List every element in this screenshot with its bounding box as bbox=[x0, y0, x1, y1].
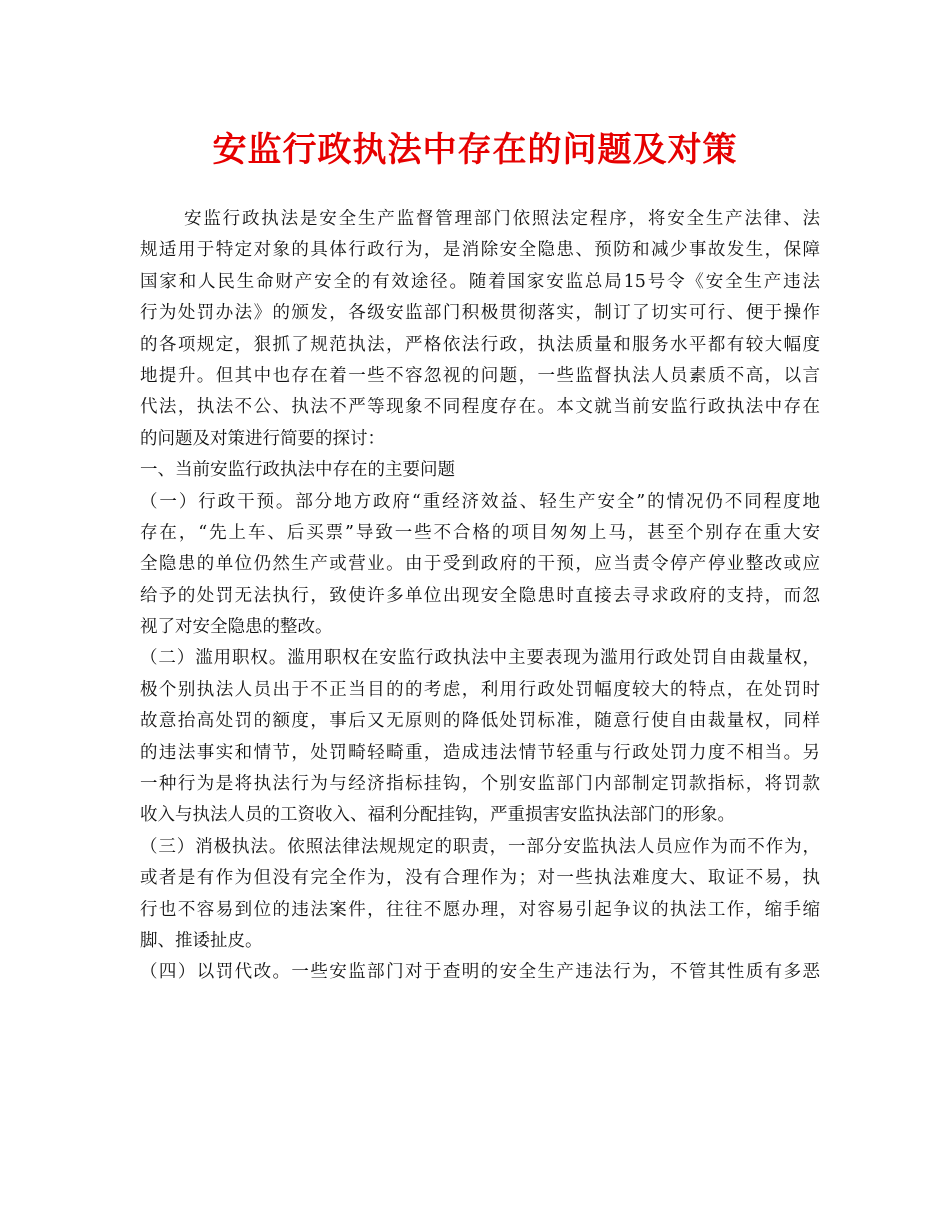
paragraph-line: （一）行政干预。部分地方政府“重经济效益、轻生产安全”的情况仍不同程度地 bbox=[140, 491, 820, 512]
document-body bbox=[140, 204, 820, 989]
paragraph-line: 安监行政执法是安全生产监督管理部门依照法定程序，将安全生产法律、法 bbox=[184, 209, 820, 229]
document-title: 安监行政执法中存在的问题及对策 bbox=[212, 130, 738, 170]
paragraph-line: 给予的处罚无法执行，致使许多单位出现安全隐患时直接去寻求政府的支持，而忽 bbox=[140, 585, 820, 606]
paragraph-line: 一种行为是将执法行为与经济指标挂钩，个别安监部门内部制定罚款指标，将罚款 bbox=[140, 774, 820, 795]
paragraph-line: 行为处罚办法》的颁发，各级安监部门积极贯彻落实，制订了切实可行、便于操作 bbox=[140, 303, 820, 324]
paragraph-line: 地提升。但其中也存在着一些不容忽视的问题，一些监督执法人员素质不高，以言 bbox=[140, 365, 820, 386]
paragraph-line: 收入与执法人员的工资收入、福利分配挂钩，严重损害安监执法部门的形象。 bbox=[140, 805, 735, 826]
paragraph-line: 规适用于特定对象的具体行政行为，是消除安全隐患、预防和减少事故发生，保障 bbox=[140, 240, 820, 261]
paragraph-line: 的问题及对策进行简要的探讨： bbox=[140, 428, 385, 449]
paragraph-line: 故意抬高处罚的额度，事后又无原则的降低处罚标准，随意行使自由裁量权，同样 bbox=[140, 711, 820, 732]
paragraph-line: 全隐患的单位仍然生产或营业。由于受到政府的干预，应当责令停产停业整改或应 bbox=[140, 554, 820, 575]
paragraph-line: 行也不容易到位的违法案件，往往不愿办理，对容易引起争议的执法工作，缩手缩 bbox=[140, 899, 820, 920]
section-heading: 一、当前安监行政执法中存在的主要问题 bbox=[140, 460, 455, 481]
paragraph-line: 视了对安全隐患的整改。 bbox=[140, 617, 333, 638]
paragraph-line: 存在，“先上车、后买票”导致一些不合格的项目匆匆上马，甚至个别存在重大安 bbox=[140, 522, 820, 543]
paragraph-line: （四）以罚代改。一些安监部门对于查明的安全生产违法行为，不管其性质有多恶 bbox=[140, 962, 820, 983]
paragraph-line: 极个别执法人员出于不正当目的的考虑，利用行政处罚幅度较大的特点，在处罚时 bbox=[140, 679, 820, 700]
paragraph-line: 的违法事实和情节，处罚畸轻畸重，造成违法情节轻重与行政处罚力度不相当。另 bbox=[140, 742, 820, 763]
paragraph-line: （二）滥用职权。滥用职权在安监行政执法中主要表现为滥用行政处罚自由裁量权， bbox=[140, 648, 820, 669]
paragraph-line: 国家和人民生命财产安全的有效途径。随着国家安监总局15号令《安全生产违法 bbox=[140, 271, 820, 292]
paragraph-line: 的各项规定，狠抓了规范执法，严格依法行政，执法质量和服务水平都有较大幅度 bbox=[140, 334, 820, 355]
paragraph-line: （三）消极执法。依照法律法规规定的职责，一部分安监执法人员应作为而不作为， bbox=[140, 836, 820, 857]
paragraph-line: 脚、推诿扯皮。 bbox=[140, 930, 263, 951]
paragraph-line: 或者是有作为但没有完全作为，没有合理作为；对一些执法难度大、取证不易，执 bbox=[140, 868, 820, 889]
paragraph-line: 代法，执法不公、执法不严等现象不同程度存在。本文就当前安监行政执法中存在 bbox=[140, 397, 820, 418]
